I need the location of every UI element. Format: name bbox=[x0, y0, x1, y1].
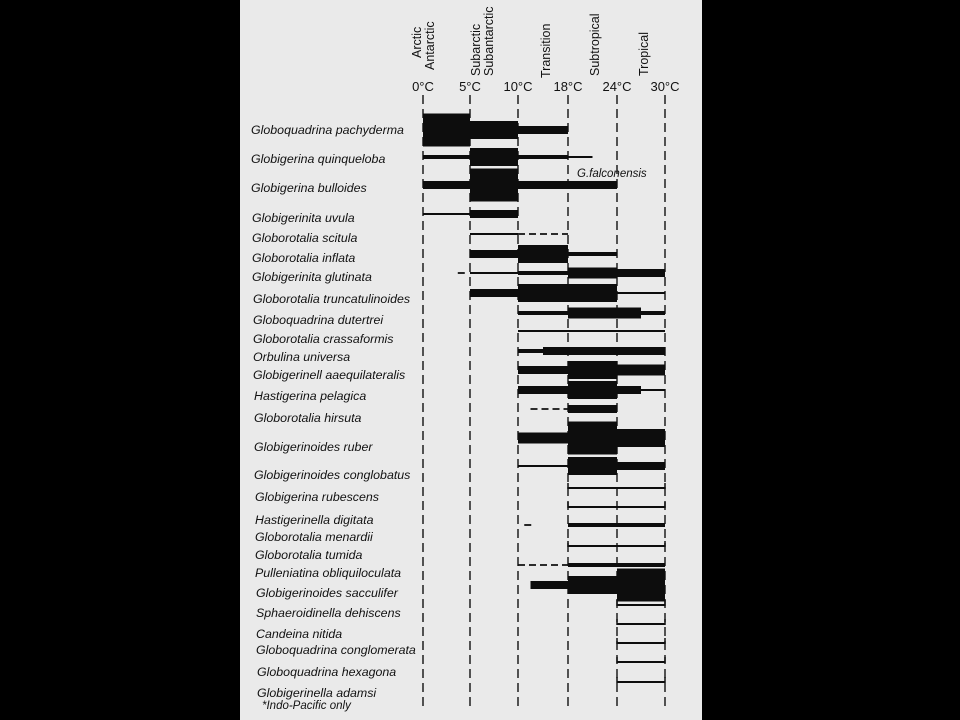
species-label: Globigerinita glutinata bbox=[252, 270, 372, 284]
species-label: Hastigerina pelagica bbox=[254, 389, 367, 403]
species-row bbox=[256, 619, 665, 641]
range-segment bbox=[568, 181, 617, 189]
species-row bbox=[255, 541, 665, 562]
range-segment bbox=[518, 386, 568, 394]
range-segment bbox=[568, 405, 617, 413]
temperature-axis bbox=[412, 79, 679, 94]
species-label: Sphaeroidinella dehiscens bbox=[256, 606, 401, 620]
range-segment bbox=[518, 366, 568, 374]
range-segment bbox=[543, 347, 665, 355]
species-rows bbox=[251, 114, 665, 701]
species-label: Globoquadrina conglomerata bbox=[256, 643, 416, 657]
range-segment bbox=[470, 272, 518, 274]
range-segment bbox=[568, 563, 665, 567]
range-segment bbox=[641, 389, 665, 391]
species-row bbox=[256, 600, 665, 620]
species-row bbox=[254, 381, 665, 403]
range-segment bbox=[518, 330, 665, 332]
range-segment bbox=[568, 156, 593, 158]
temperature-tick-label: 30°C bbox=[650, 79, 680, 94]
range-segment bbox=[617, 462, 665, 470]
species-label: Globorotalia menardii bbox=[255, 530, 373, 544]
species-label: Globorotalia scitula bbox=[252, 231, 358, 245]
species-row bbox=[253, 330, 665, 346]
range-segment bbox=[617, 429, 665, 447]
species-label: Globigerinoides ruber bbox=[254, 440, 373, 454]
species-label: Globorotalia hirsuta bbox=[254, 411, 362, 425]
temperature-tick-label: 18°C bbox=[553, 79, 583, 94]
range-segment bbox=[568, 487, 665, 489]
species-row bbox=[251, 169, 617, 202]
species-row bbox=[253, 361, 665, 382]
range-segment bbox=[518, 245, 568, 263]
zone-label-arctic: Arctic bbox=[410, 26, 424, 58]
range-segment bbox=[518, 271, 568, 275]
range-segment bbox=[531, 581, 569, 589]
zone-label-antarctic: Antarctic bbox=[423, 21, 437, 70]
species-row bbox=[254, 457, 665, 482]
range-segment bbox=[470, 210, 518, 218]
range-segment bbox=[568, 506, 665, 508]
footnote: *Indo-Pacific only bbox=[262, 700, 351, 712]
species-label: Pulleniatina obliquiloculata bbox=[255, 566, 402, 580]
species-label: Globorotalia inflata bbox=[252, 251, 356, 265]
range-segment bbox=[423, 114, 470, 147]
range-segment bbox=[470, 121, 518, 139]
range-segment bbox=[617, 292, 665, 294]
temperature-tick-label: 5°C bbox=[459, 79, 481, 94]
range-segment bbox=[568, 381, 617, 399]
species-row bbox=[253, 308, 665, 328]
species-label: Candeina nitida bbox=[256, 627, 343, 641]
range-segment bbox=[518, 126, 568, 134]
species-label: Globigerinell aaequilateralis bbox=[253, 368, 406, 382]
range-segment bbox=[617, 681, 665, 683]
species-row bbox=[257, 657, 665, 679]
species-row bbox=[253, 284, 665, 306]
range-segment bbox=[617, 386, 641, 394]
zone-label-subtropical: Subtropical bbox=[588, 13, 602, 76]
range-segment bbox=[568, 457, 617, 475]
zone-label-transition: Transition bbox=[539, 23, 553, 78]
range-segment bbox=[568, 422, 617, 455]
species-label: Globoquadrina hexagona bbox=[257, 665, 397, 679]
species-label: Globigerina rubescens bbox=[255, 490, 379, 504]
range-segment bbox=[470, 148, 518, 166]
species-row bbox=[252, 245, 617, 265]
range-segment bbox=[568, 361, 617, 379]
temperature-tick-label: 24°C bbox=[602, 79, 632, 94]
range-segment bbox=[423, 155, 470, 159]
range-segment bbox=[518, 311, 568, 315]
species-label: Hastigerinella digitata bbox=[255, 513, 374, 527]
species-row bbox=[254, 422, 665, 455]
range-segment bbox=[518, 349, 543, 353]
species-row bbox=[252, 268, 665, 285]
range-segment bbox=[470, 169, 518, 202]
species-row bbox=[251, 148, 593, 166]
range-segment bbox=[423, 181, 470, 189]
range-segment bbox=[470, 233, 518, 235]
range-segment bbox=[617, 623, 665, 625]
range-segment bbox=[423, 213, 470, 215]
range-segment bbox=[568, 545, 665, 547]
zone-label-subantarctic: Subantarctic bbox=[482, 6, 496, 76]
range-segment bbox=[518, 433, 568, 444]
range-segment bbox=[617, 269, 665, 277]
species-label: Globorotalia truncatulinoides bbox=[253, 292, 411, 306]
range-segment bbox=[641, 311, 665, 315]
range-segment bbox=[568, 252, 617, 256]
species-label: Globorotalia crassaformis bbox=[253, 332, 394, 346]
species-row bbox=[255, 483, 665, 504]
temperature-tick-label: 0°C bbox=[412, 79, 434, 94]
species-row bbox=[252, 210, 518, 225]
species-label: Globigerinella adamsi bbox=[257, 686, 377, 700]
range-segment bbox=[470, 289, 518, 297]
species-label: Globorotalia tumida bbox=[255, 548, 363, 562]
temperature-tick-label: 10°C bbox=[503, 79, 533, 94]
range-segment bbox=[568, 308, 641, 319]
species-label: Globoquadrina pachyderma bbox=[251, 123, 404, 137]
range-segment bbox=[470, 250, 518, 258]
range-segment bbox=[617, 661, 665, 663]
range-segment bbox=[518, 465, 568, 467]
species-label: Globigerinoides sacculifer bbox=[256, 586, 398, 600]
range-segment bbox=[617, 365, 665, 376]
species-row bbox=[252, 231, 568, 245]
species-label: Globigerinoides conglobatus bbox=[254, 468, 411, 482]
range-segment bbox=[518, 155, 568, 159]
range-segment bbox=[617, 604, 665, 606]
climate-zone-labels bbox=[410, 7, 651, 78]
species-label: Orbulina universa bbox=[253, 350, 351, 364]
range-segment bbox=[518, 284, 617, 302]
zone-label-subarctic: Subarctic bbox=[469, 23, 483, 76]
range-segment bbox=[568, 576, 617, 594]
species-row bbox=[254, 405, 617, 425]
range-segment bbox=[617, 642, 665, 644]
species-label: Globigerina bulloides bbox=[251, 181, 367, 195]
range-segment bbox=[568, 523, 665, 527]
range-segment bbox=[617, 569, 665, 602]
annotation-g-falconensis: G.falconensis bbox=[577, 168, 647, 180]
species-label: Globigerinita uvula bbox=[252, 211, 355, 225]
species-row bbox=[257, 677, 665, 700]
range-segment bbox=[568, 268, 617, 279]
species-label: Globoquadrina dutertrei bbox=[253, 313, 384, 327]
species-label: Globigerina quinqueloba bbox=[251, 152, 386, 166]
species-row bbox=[251, 114, 568, 147]
zone-label-tropical: Tropical bbox=[637, 32, 651, 76]
range-segment bbox=[518, 181, 568, 189]
